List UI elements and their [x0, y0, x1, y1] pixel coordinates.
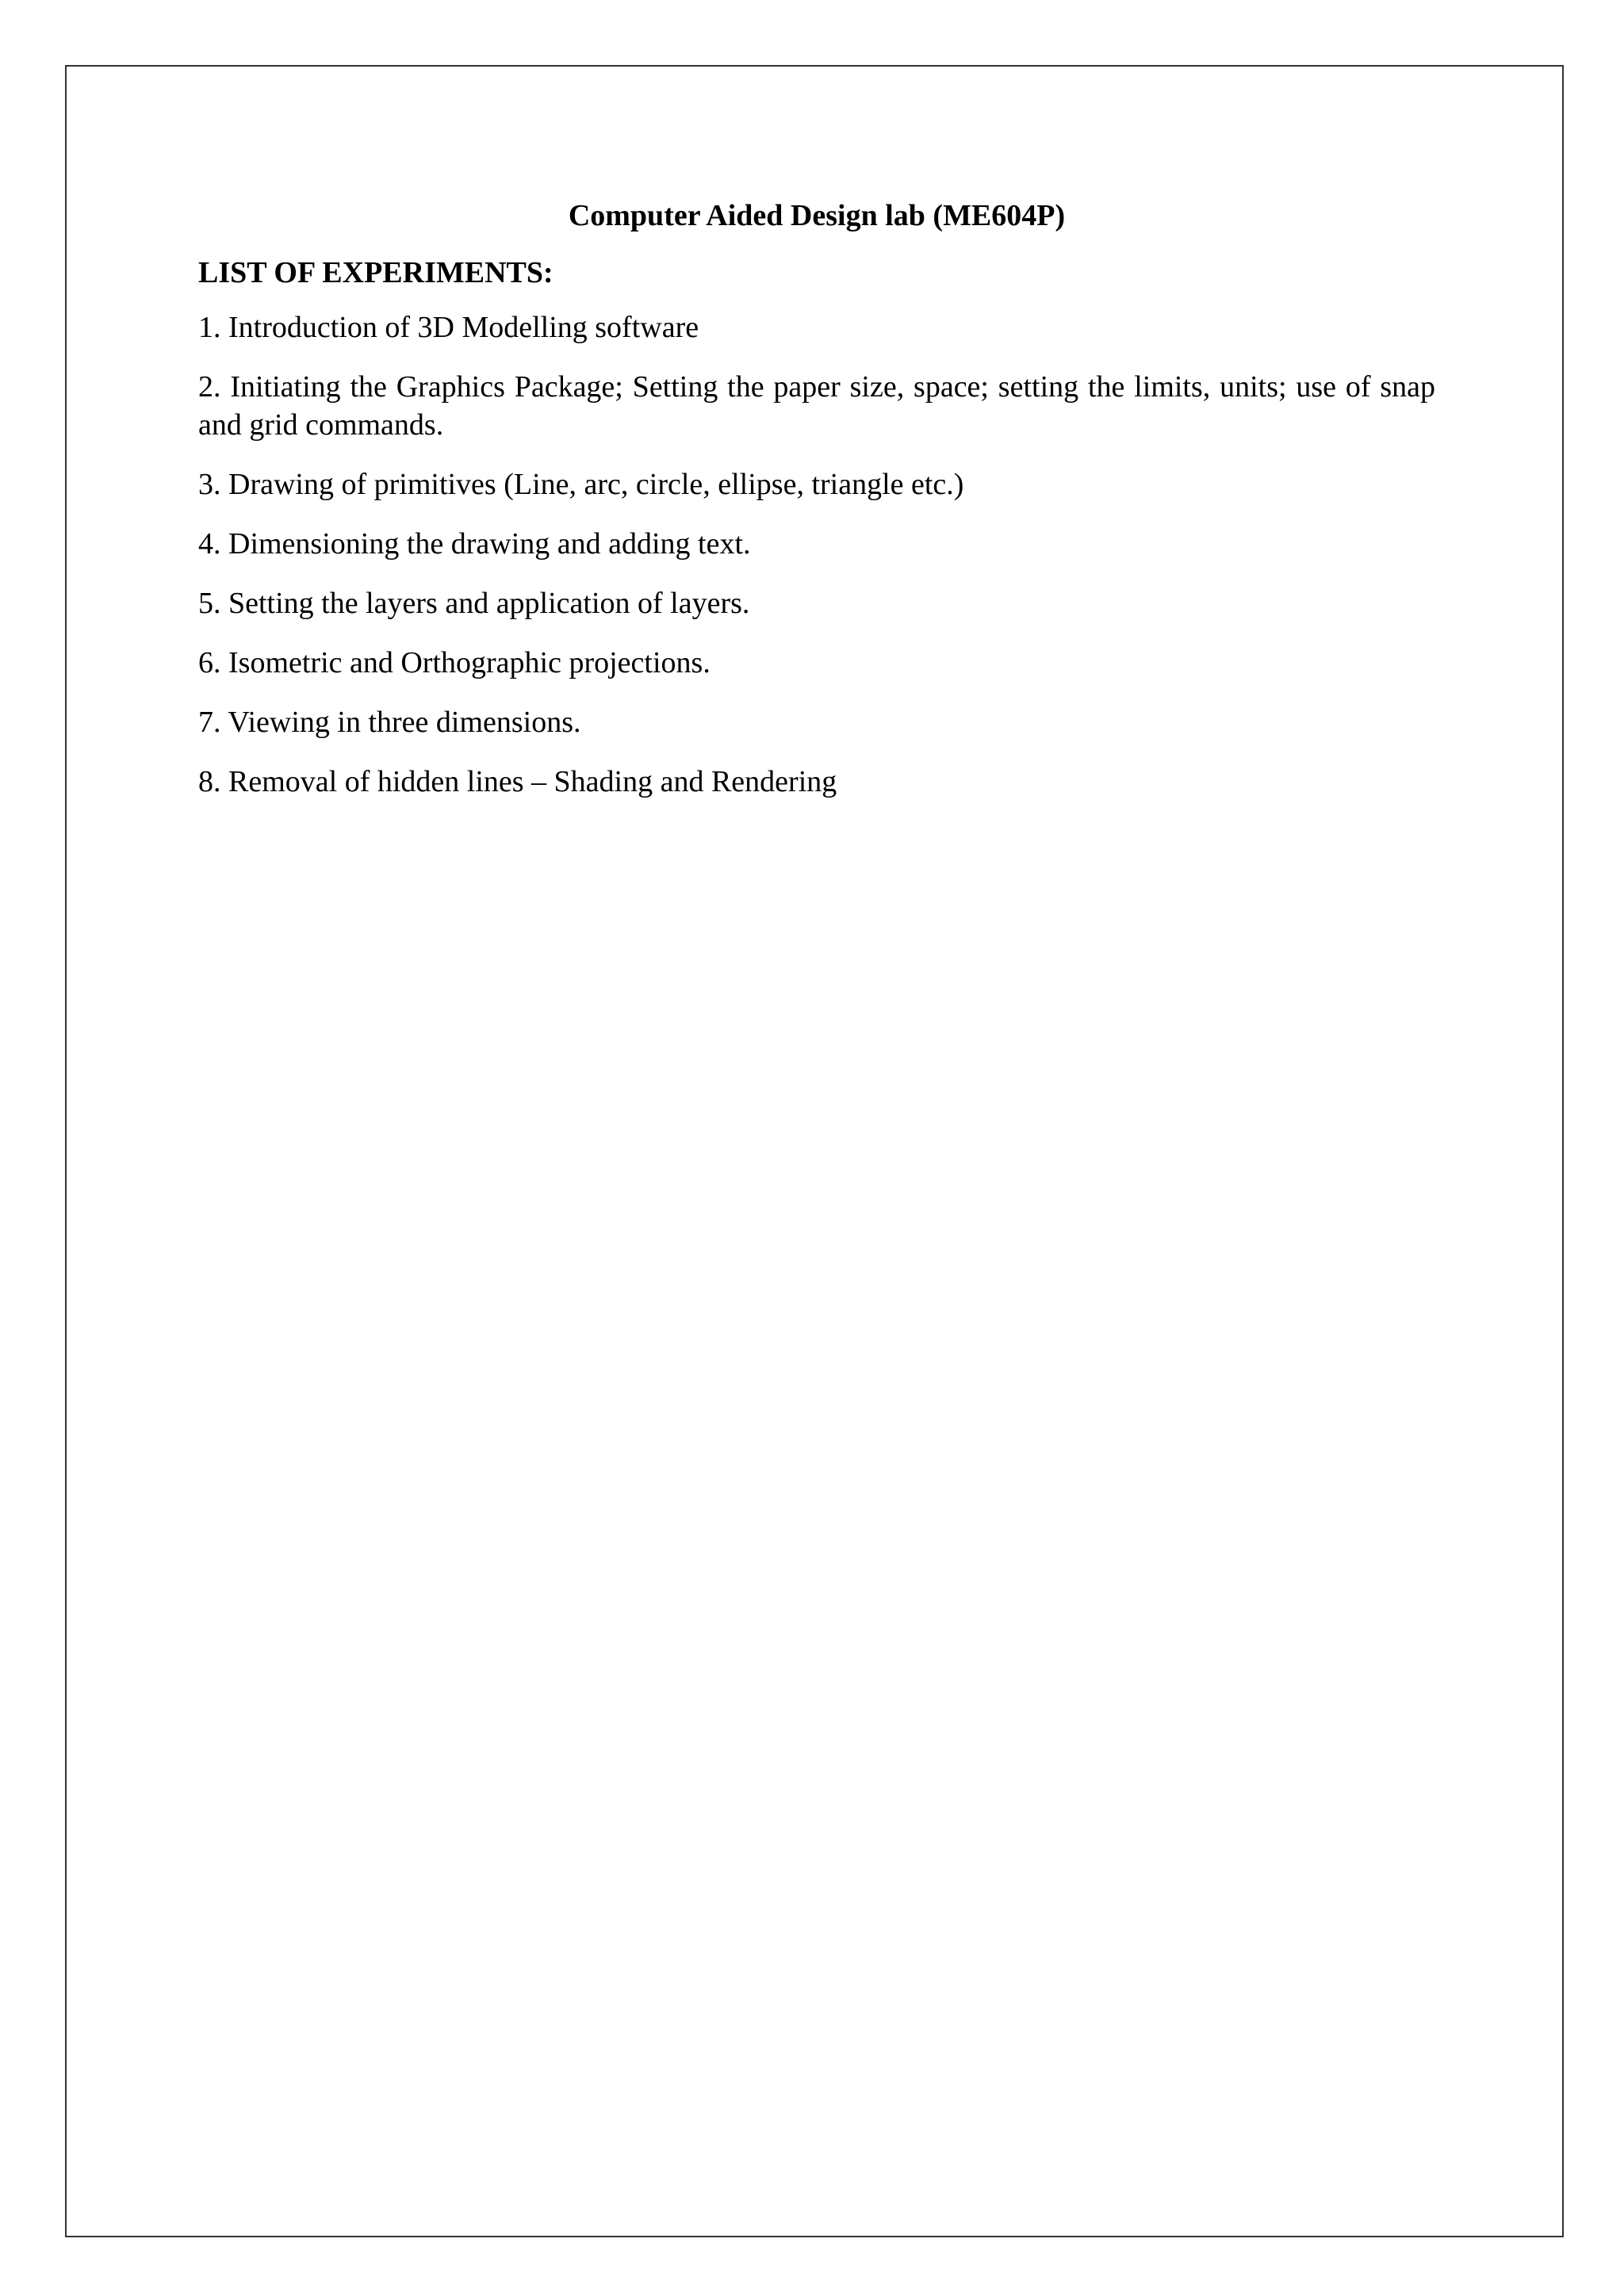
section-heading: LIST OF EXPERIMENTS: — [198, 256, 553, 289]
experiment-item: 8. Removal of hidden lines – Shading and Rendering — [198, 765, 837, 798]
experiment-item: 2. Initiating the Graphics Package; Setting the paper size, space; setting the limits, units; use of snap and grid commands. — [198, 370, 1435, 442]
experiment-list — [198, 308, 1435, 801]
document-title: Computer Aided Design lab (ME604P) — [568, 199, 1066, 232]
experiment-item: 1. Introduction of 3D Modelling software — [198, 311, 699, 344]
experiment-item: 7. Viewing in three dimensions. — [198, 706, 581, 739]
document-content — [198, 194, 1435, 822]
experiment-item: 6. Isometric and Orthographic projections. — [198, 646, 710, 679]
experiment-item: 4. Dimensioning the drawing and adding text. — [198, 527, 751, 561]
experiment-item: 3. Drawing of primitives (Line, arc, circle, ellipse, triangle etc.) — [198, 468, 964, 501]
experiment-item: 5. Setting the layers and application of layers. — [198, 587, 750, 620]
